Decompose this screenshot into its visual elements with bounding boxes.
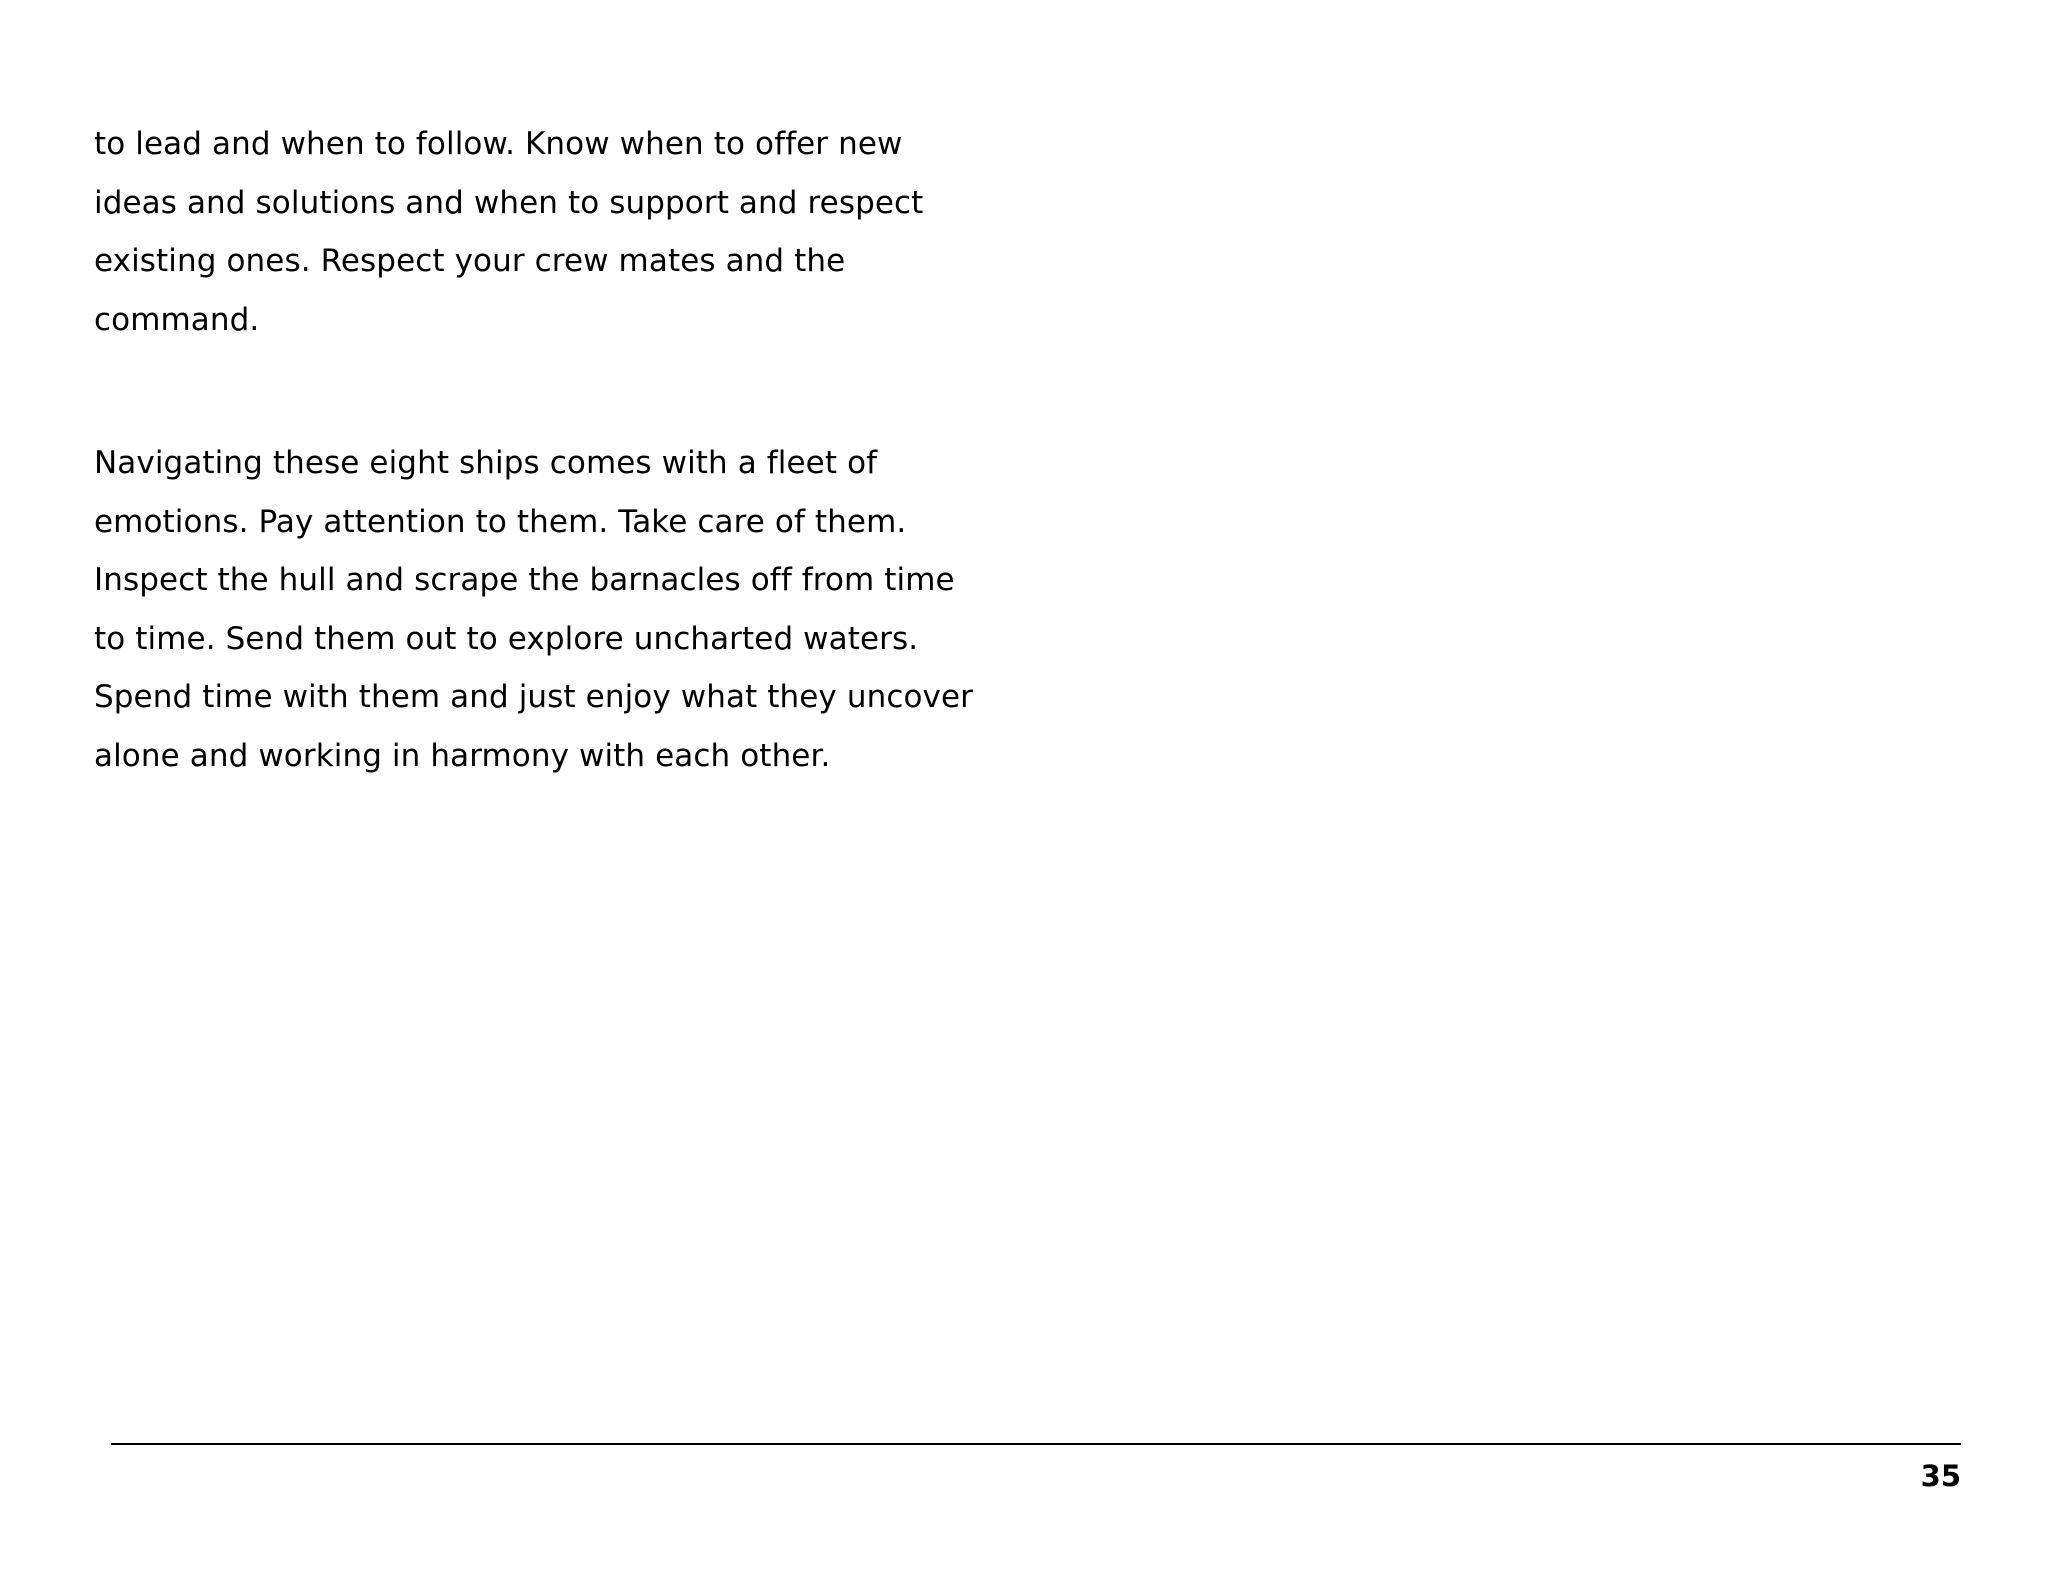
text-line: Inspect the hull and scrape the barnacles off from time: [94, 562, 955, 598]
paragraph-1: [94, 115, 1094, 349]
footer-divider: [111, 1443, 1961, 1445]
paragraph-2: [94, 434, 1094, 785]
text-line: Spend time with them and just enjoy what they uncover: [94, 679, 973, 715]
text-line: ideas and solutions and when to support and respect: [94, 184, 924, 221]
text-line: command.: [94, 301, 260, 338]
text-line: Navigating these eight ships comes with a fleet of: [94, 445, 878, 481]
text-line: alone and working in harmony with each other.: [94, 737, 831, 774]
text-line: emotions. Pay attention to them. Take care of them.: [94, 503, 907, 540]
body-text: [94, 115, 1094, 785]
paragraph-spacer: [94, 349, 1094, 434]
text-line: existing ones. Respect your crew mates and the: [94, 243, 846, 279]
text-line: to lead and when to follow. Know when to offer new: [94, 126, 903, 162]
page-number: 35: [1920, 1459, 1961, 1493]
text-line: to time. Send them out to explore uncharted waters.: [94, 620, 919, 657]
